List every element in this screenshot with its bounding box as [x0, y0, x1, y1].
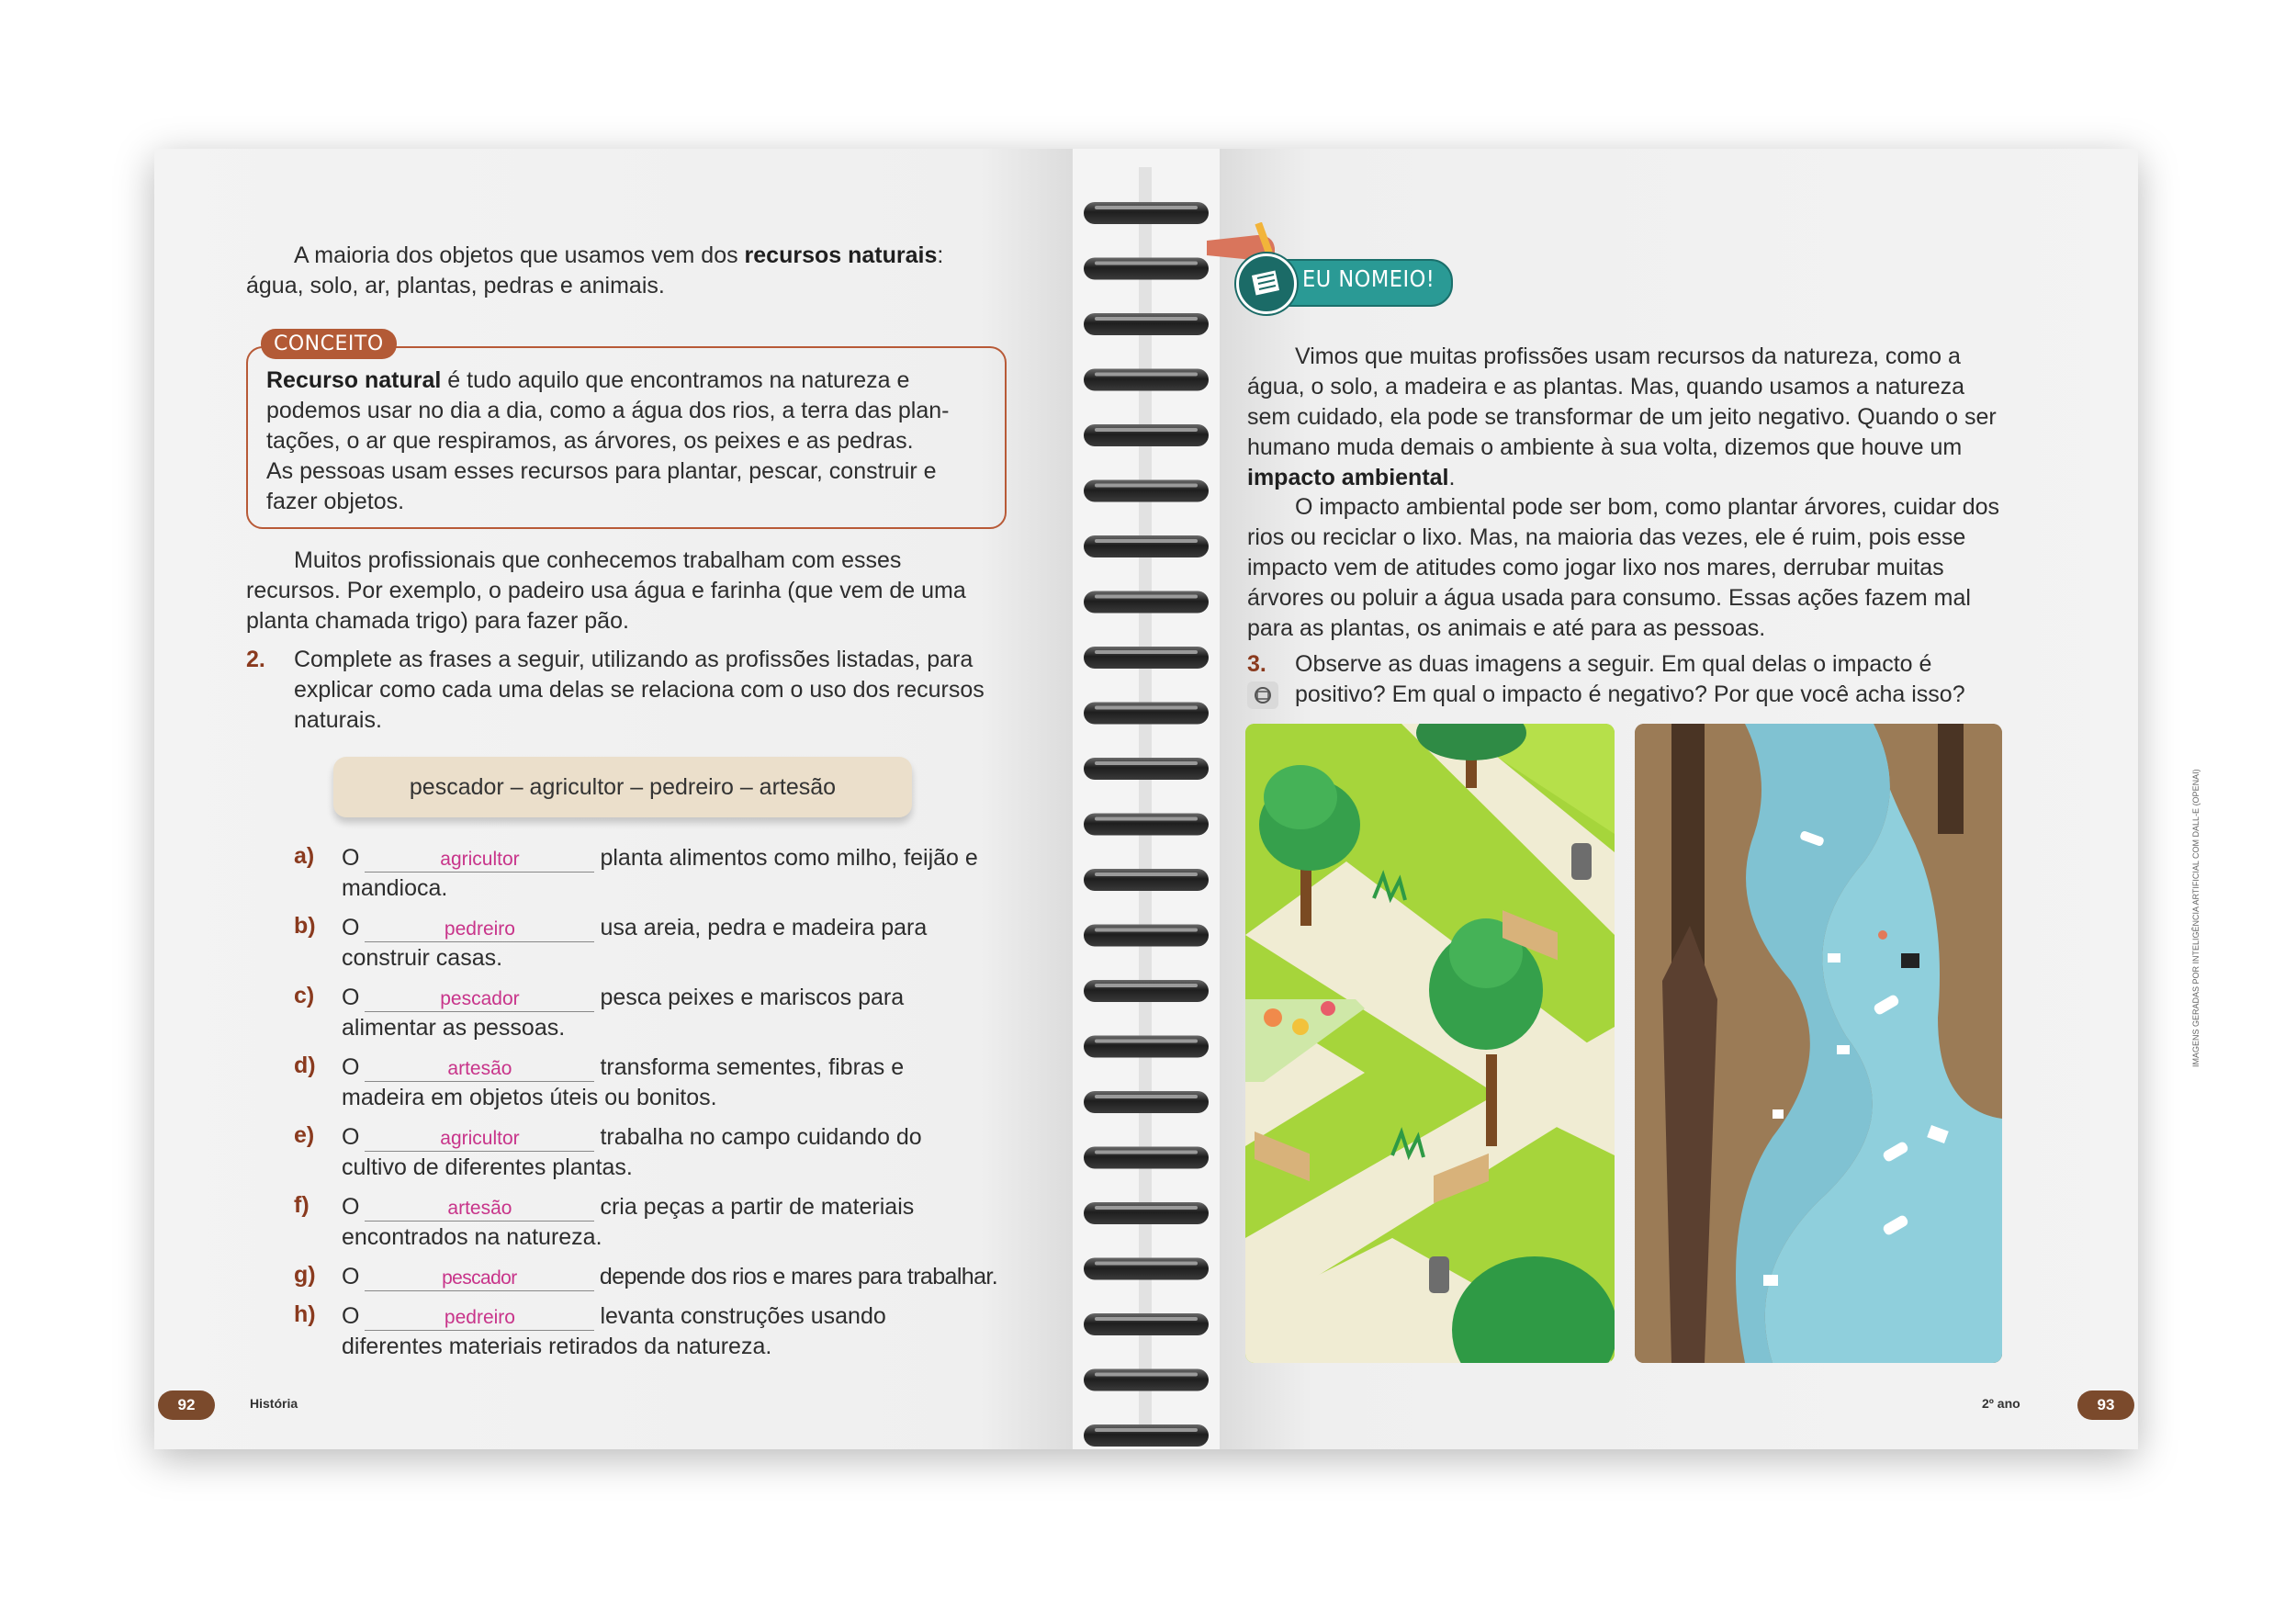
item-letter: g) [294, 1262, 316, 1288]
question-text: Complete as frases a seguir, utilizando as profissões listadas, para explicar como cada uma delas se relaciona com o uso dos recursos naturais. [294, 647, 985, 733]
concept-text: Recurso natural é tudo aquilo que encontramos na natureza e podemos usar no dia a dia, como a água dos rios, a terra das plan-tações, o ar que respiramos, as árvores, os peixes e as pedras. As pessoas usam esses recursos para plantar, pescar, construir e fazer objetos. [266, 367, 950, 514]
spiral-ring-highlight [1095, 1428, 1198, 1432]
spiral-ring-highlight [1095, 317, 1198, 321]
spiral-ring [1084, 703, 1209, 725]
answer-blank[interactable]: agricultor [365, 1127, 594, 1152]
open-workbook [154, 149, 2200, 1449]
image-credit: IMAGENS GERADAS POR INTELIGÊNCIA ARTIFICIAL COM DALL-E (OPENAI) [2191, 769, 2200, 1067]
spiral-ring [1084, 980, 1209, 1002]
spiral-ring-highlight [1095, 595, 1198, 599]
list-item: O pescador pesca peixes e mariscos para alimentar as pessoas. [342, 985, 905, 1041]
answer-blank[interactable]: pedreiro [365, 918, 594, 942]
spiral-ring-highlight [1095, 1151, 1198, 1154]
spiral-ring [1084, 480, 1209, 502]
item-letter: e) [294, 1122, 315, 1148]
answer-blank[interactable]: pedreiro [365, 1306, 594, 1331]
list-item: O artesão transforma sementes, fibras e madeira em objetos úteis ou bonitos. [342, 1054, 905, 1110]
spiral-ring [1084, 758, 1209, 780]
list-item: O pedreiro levanta construções usando diferentes materiais retirados da natureza. [342, 1303, 886, 1359]
page-number-badge: 92 [158, 1390, 215, 1420]
spiral-ring [1084, 647, 1209, 669]
answer-blank[interactable]: pescador [365, 987, 594, 1012]
subject-label: História [250, 1396, 298, 1411]
spiral-ring-highlight [1095, 1317, 1198, 1321]
item-letter: h) [294, 1301, 316, 1327]
list-item: O pescador depende dos rios e mares para trabalhar. [342, 1264, 998, 1289]
answer-blank[interactable]: artesão [365, 1057, 594, 1082]
spiral-ring-highlight [1095, 1262, 1198, 1266]
item-letter: a) [294, 843, 315, 869]
answer-blank[interactable]: artesão [365, 1197, 594, 1222]
spiral-ring-highlight [1095, 262, 1198, 265]
spiral-ring-highlight [1095, 984, 1198, 987]
word-bank: pescador – agricultor – pedreiro – artesão [333, 757, 912, 817]
spiral-ring-highlight [1095, 428, 1198, 432]
impact-paragraph-2: O impacto ambiental pode ser bom, como plantar árvores, cuidar dos rios ou reciclar o lixo. Mas, na maioria das vezes, ele é ruim, pois esse impacto vem de atitudes como jogar lixo nos mares, derrubar muitas árvores ou poluir a água usada para consumo. Essas ações fazem mal para as plantas, os animais e até para as pessoas. [1247, 494, 2000, 641]
list-item: O agricultor trabalha no campo cuidando do cultivo de diferentes plantas. [342, 1124, 922, 1180]
park-illustration [1245, 724, 1615, 1363]
spiral-ring [1084, 369, 1209, 391]
list-item: O artesão cria peças a partir de materiais encontrados na natureza. [342, 1194, 915, 1250]
notebook-icon [1236, 253, 1297, 314]
spiral-ring-highlight [1095, 1206, 1198, 1210]
item-letter: b) [294, 913, 316, 939]
spiral-ring-highlight [1095, 761, 1198, 765]
spiral-ring-highlight [1095, 484, 1198, 488]
spiral-ring-highlight [1095, 817, 1198, 821]
spiral-ring [1084, 258, 1209, 280]
spiral-ring [1084, 535, 1209, 557]
spiral-ring-highlight [1095, 206, 1198, 209]
spiral-ring [1084, 1313, 1209, 1335]
grade-label: 2º ano [1982, 1396, 2020, 1411]
spiral-ring [1084, 591, 1209, 614]
spiral-ring [1084, 1424, 1209, 1447]
item-letter: d) [294, 1053, 316, 1078]
intro-paragraph: A maioria dos objetos que usamos vem dos recursos naturais: água, solo, ar, plantas, pedras e animais. [246, 242, 944, 298]
spiral-ring [1084, 925, 1209, 947]
spiral-binding [1073, 149, 1220, 1449]
right-page [1220, 149, 2200, 1449]
spiral-ring-highlight [1095, 929, 1198, 932]
spiral-ring [1084, 1091, 1209, 1113]
spiral-ring [1084, 814, 1209, 836]
spiral-ring-highlight [1095, 873, 1198, 876]
question-number: 3. [1247, 651, 1266, 677]
spiral-ring [1084, 202, 1209, 224]
spiral-rings [1073, 149, 1220, 1449]
question-number: 2. [246, 647, 265, 672]
item-letter: c) [294, 983, 315, 1008]
spiral-ring [1084, 1258, 1209, 1280]
spiral-ring [1084, 869, 1209, 891]
spiral-ring-highlight [1095, 1095, 1198, 1098]
oral-activity-icon [1247, 681, 1278, 709]
spiral-ring [1084, 1202, 1209, 1224]
concept-tag: CONCEITO [261, 329, 397, 359]
left-page [154, 149, 1073, 1449]
section-label: EU NOMEIO! [1302, 265, 1435, 292]
impact-paragraph-1: Vimos que muitas profissões usam recursos da natureza, como a água, o solo, a madeira e as plantas. Mas, quando usamos a natureza sem cuidado, ela pode se transformar de um jeito negativo. Quando o ser humano muda demais o ambiente à sua volta, dizemos que houve um impacto ambiental. [1247, 343, 1997, 490]
question-text: Observe as duas imagens a seguir. Em qual delas o impacto é positivo? Em qual o impacto é negativo? Por que você acha isso? [1295, 651, 1965, 707]
polluted-river-illustration [1635, 724, 2002, 1363]
spiral-ring-highlight [1095, 650, 1198, 654]
answer-blank[interactable]: pescador [365, 1267, 594, 1291]
list-item: O agricultor planta alimentos como milho, feijão e mandioca. [342, 845, 978, 901]
spiral-ring-highlight [1095, 706, 1198, 710]
spiral-ring [1084, 1036, 1209, 1058]
list-item: O pedreiro usa areia, pedra e madeira para construir casas. [342, 915, 928, 971]
spiral-ring-highlight [1095, 1373, 1198, 1377]
spiral-ring-highlight [1095, 1040, 1198, 1043]
item-letter: f) [294, 1192, 310, 1218]
page-number-badge: 93 [2077, 1390, 2134, 1420]
spiral-ring [1084, 313, 1209, 335]
professions-paragraph: Muitos profissionais que conhecemos trabalham com esses recursos. Por exemplo, o padeiro usa água e farinha (que vem de uma planta chamada trigo) para fazer pão. [246, 547, 966, 634]
spiral-ring [1084, 424, 1209, 446]
spiral-ring-highlight [1095, 373, 1198, 377]
answer-blank[interactable]: agricultor [365, 848, 594, 873]
spiral-ring [1084, 1369, 1209, 1391]
spiral-ring-highlight [1095, 539, 1198, 543]
spiral-ring [1084, 1147, 1209, 1169]
